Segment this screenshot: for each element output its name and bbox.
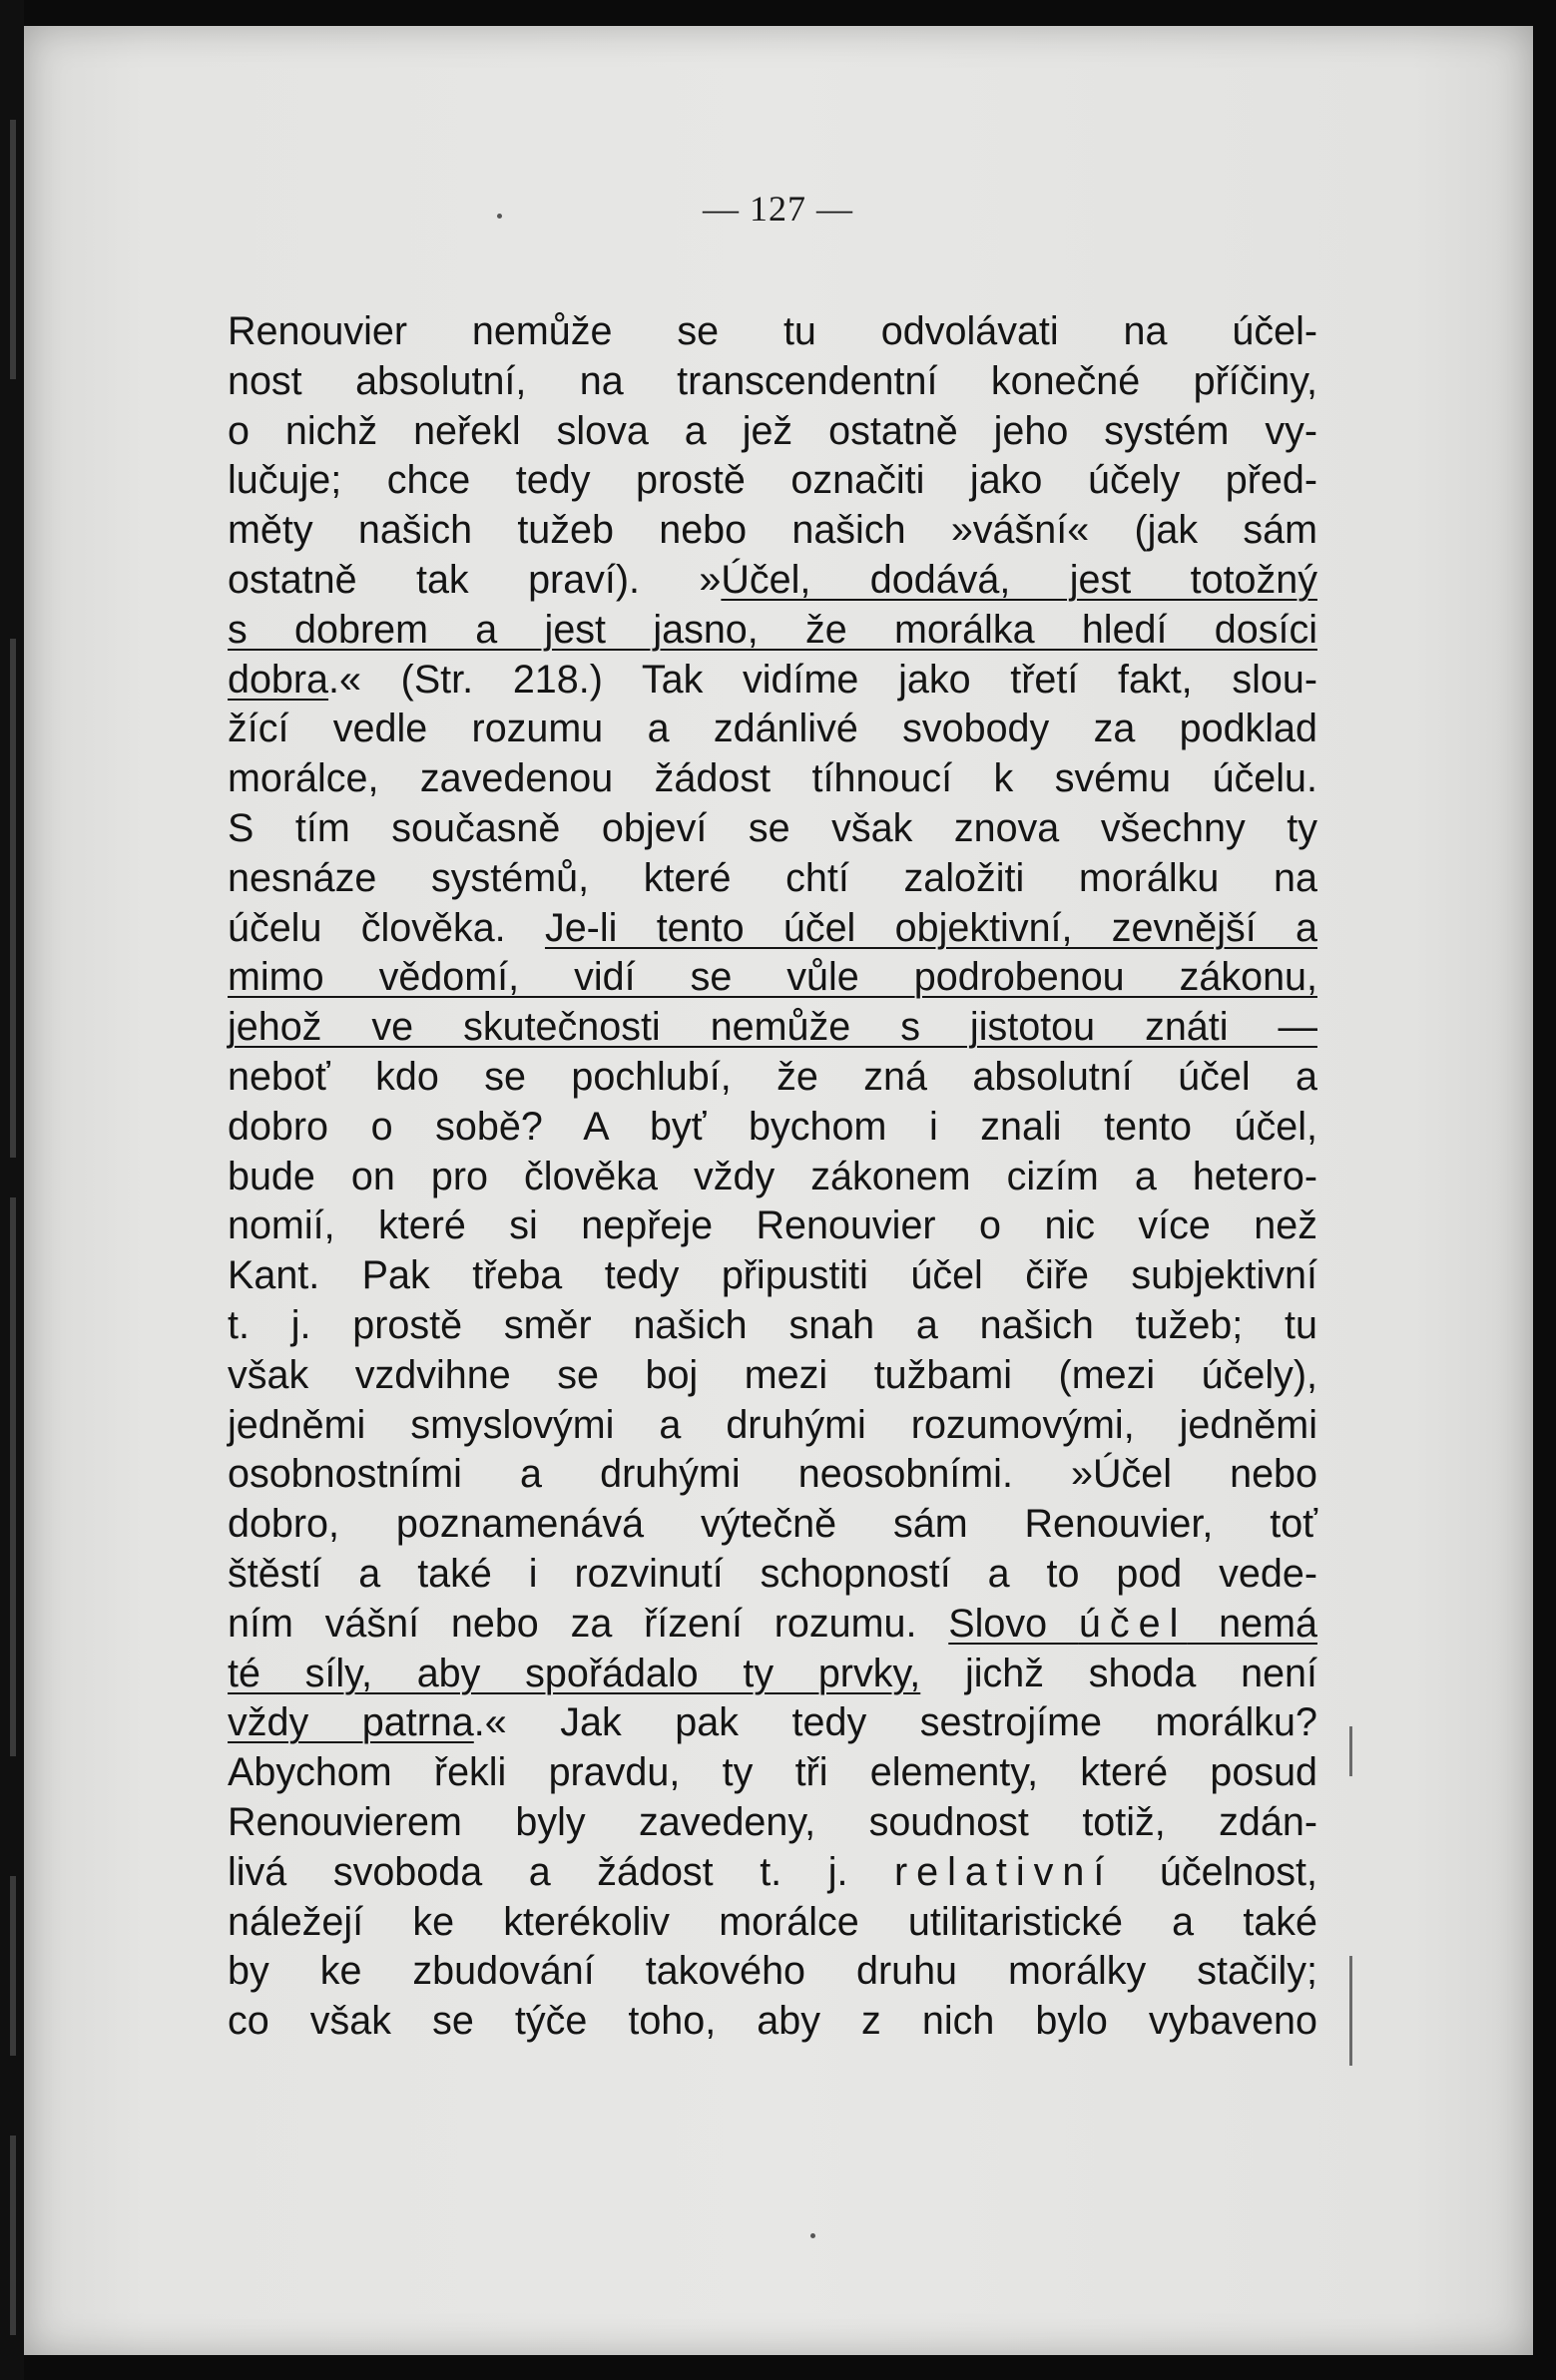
- underlined-phrase: té síly, aby spořádalo ty prvky,: [228, 1651, 921, 1695]
- underlined-phrase: mimo vědomí, vidí se vůle podrobenou zákonu,: [228, 955, 1317, 1000]
- text-line: dobra.« (Str. 218.) Tak vidíme jako třetí fakt, slou-: [228, 657, 1317, 702]
- underlined-phrase: účel: [1078, 1601, 1188, 1646]
- underlined-phrase: Slovo: [948, 1601, 1079, 1646]
- underlined-phrase: nemá: [1187, 1601, 1317, 1646]
- body-text: [228, 307, 1317, 2047]
- text-line: livá svoboda a žádost t. j. relativní účelnost,: [228, 1849, 1317, 1894]
- text-line: Abychom řekli pravdu, ty tři elementy, které posud: [228, 1750, 1317, 1795]
- text-line: štěstí a také i rozvinutí schopností a to pod vede-: [228, 1551, 1317, 1596]
- text-line: Renouvierem byly zavedeny, soudnost totiž, zdán-: [228, 1799, 1317, 1844]
- edge-rule: [10, 1876, 16, 2056]
- text-line: t. j. prostě směr našich snah a našich tužeb; tu: [228, 1302, 1317, 1347]
- edge-rule: [10, 639, 16, 1158]
- underlined-phrase: jehož ve skutečnosti nemůže s jistotou znáti —: [228, 1005, 1317, 1050]
- text-line: nesnáze systémů, které chtí založiti morálku na: [228, 855, 1317, 900]
- text-line: žící vedle rozumu a zdánlivé svobody za podklad: [228, 707, 1317, 751]
- spaced-emphasis: relativní: [894, 1849, 1114, 1894]
- text-line: [228, 953, 1317, 1003]
- margin-mark: [1349, 1726, 1352, 1776]
- underlined-phrase: vždy patrna: [228, 1700, 474, 1745]
- text-line: S tím současně objeví se však znova všechny ty: [228, 805, 1317, 850]
- text-line: [228, 1003, 1317, 1053]
- text-line: ostatně tak praví). »Účel, dodává, jest totožný: [228, 557, 1317, 602]
- stray-dot: [497, 214, 502, 219]
- text-line: bude on pro člověka vždy zákonem cizím a hetero-: [228, 1154, 1317, 1198]
- text-line: náležejí ke kterékoliv morálce utilitaristické a také: [228, 1899, 1317, 1944]
- text-line: nomií, které si nepřeje Renouvier o nic více než: [228, 1203, 1317, 1248]
- underlined-phrase: dobra: [228, 657, 329, 702]
- edge-rule: [10, 1197, 16, 1756]
- underlined-phrase: Je-li tento účel objektivní, zevnější a: [544, 905, 1317, 950]
- text-line: co však se týče toho, aby z nich bylo vybaveno: [228, 1999, 1317, 2044]
- text-line: neboť kdo se pochlubí, že zná absolutní účel a: [228, 1054, 1317, 1099]
- text-line: by ke zbudování takového druhu morálky stačily;: [228, 1949, 1317, 1994]
- edge-rule: [10, 120, 16, 379]
- text-line: o nichž neřekl slova a jež ostatně jeho systém vy-: [228, 408, 1317, 453]
- text-line: ním vášní nebo za řízení rozumu. Slovo účel nemá: [228, 1601, 1317, 1646]
- underlined-phrase: Účel, dodává, jest totožný: [721, 557, 1317, 602]
- text-line: osobnostními a druhými neosobními. »Účel nebo: [228, 1452, 1317, 1497]
- text-line: morálce, zavedenou žádost tíhnoucí k svému účelu.: [228, 756, 1317, 801]
- text-line: té síly, aby spořádalo ty prvky, jichž shoda není: [228, 1651, 1317, 1695]
- text-line: [228, 606, 1317, 656]
- margin-mark: [1349, 1956, 1352, 2066]
- text-line: Renouvier nemůže se tu odvolávati na účel-: [228, 309, 1317, 353]
- text-line: Kant. Pak třeba tedy připustiti účel čiře subjektivní: [228, 1253, 1317, 1298]
- text-line: však vzdvihne se boj mezi tužbami (mezi účely),: [228, 1352, 1317, 1397]
- text-line: nost absolutní, na transcendentní konečné příčiny,: [228, 358, 1317, 403]
- text-line: jedněmi smyslovými a druhými rozumovými, jedněmi: [228, 1402, 1317, 1447]
- text-line: účelu člověka. Je-li tento účel objektivní, zevnější a: [228, 905, 1317, 950]
- stray-dot: [810, 2233, 815, 2238]
- text-line: dobro, poznamenává výtečně sám Renouvier, toť: [228, 1502, 1317, 1547]
- text-line: vždy patrna.« Jak pak tedy sestrojíme morálku?: [228, 1700, 1317, 1745]
- underlined-phrase: s dobrem a jest jasno, že morálka hledí dosíci: [228, 607, 1317, 652]
- edge-rule: [10, 2136, 16, 2335]
- text-line: lučuje; chce tedy prostě označiti jako účely před-: [228, 458, 1317, 503]
- scan-left-edge: [0, 0, 24, 2380]
- text-line: dobro o sobě? A byť bychom i znali tento účel,: [228, 1104, 1317, 1149]
- page-number: — 127 —: [703, 189, 853, 229]
- text-line: měty našich tužeb nebo našich »vášní« (jak sám: [228, 508, 1317, 553]
